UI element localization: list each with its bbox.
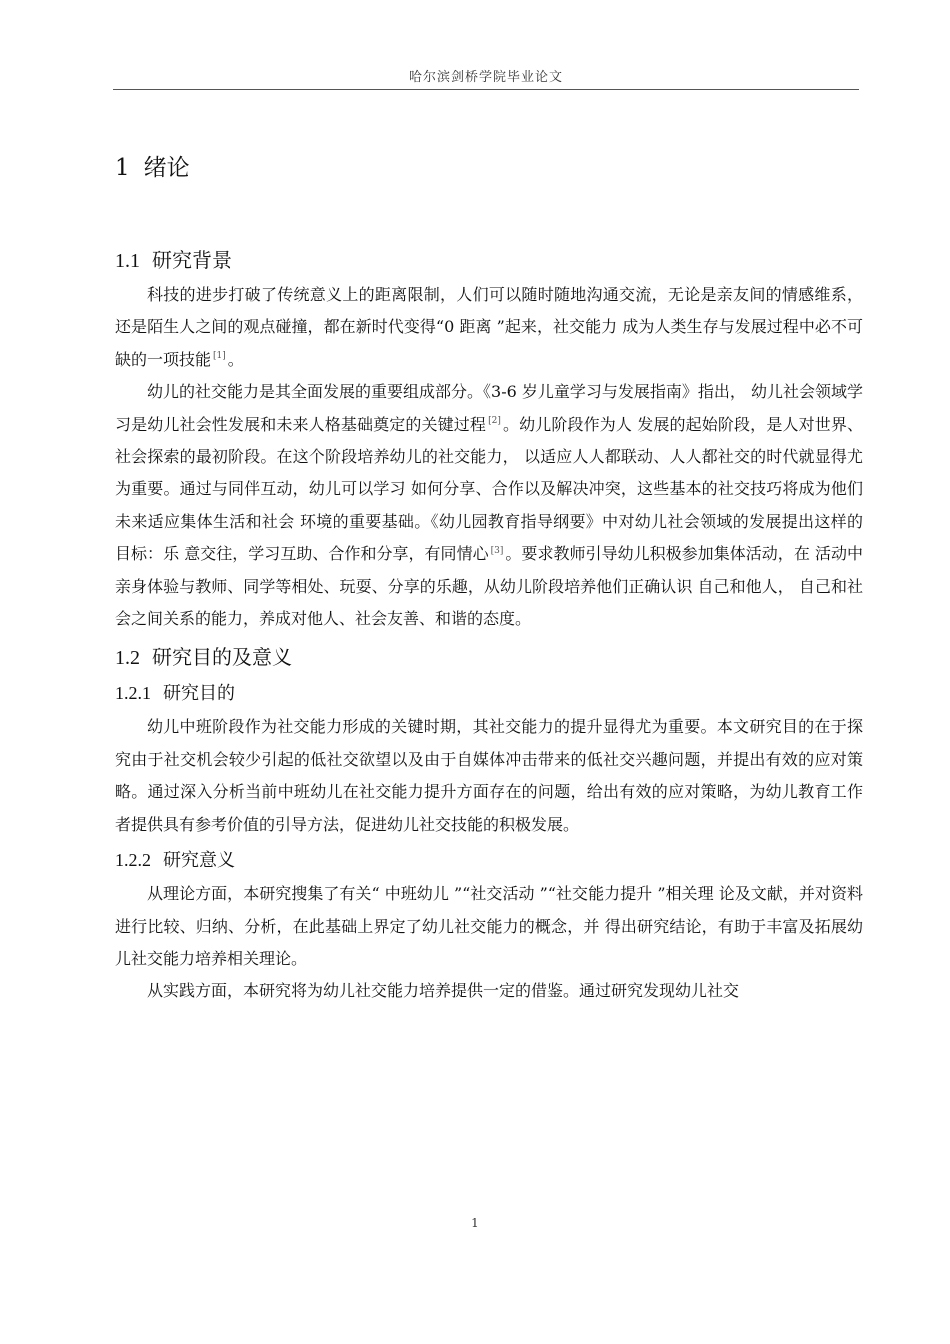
paragraph-significance-practice: 从实践方面，本研究将为幼儿社交能力培养提供一定的借鉴。通过研究发现幼儿社交 (147, 981, 740, 1001)
section-number: 1.1 (115, 250, 140, 272)
section-title: 研究背景 (152, 248, 232, 272)
chapter-number: 1 (115, 155, 130, 181)
page-number: 1 (471, 1216, 479, 1230)
chapter-title: 绪论 (143, 155, 190, 181)
text-run: 幼儿的社交能力是其全面发展的重要组成部分。《3-6 岁儿童学习与发展指南》指出， 幼儿社会领域学习是幼儿社会性发展和未来人格基础奠定的关键过程 (115, 382, 863, 434)
section-heading-1-1 (115, 242, 863, 279)
text-run: 。幼儿阶段作为人 发展的起始阶段，是人对世界、社会探索的最初阶段。在这个阶段培养幼儿的社交能力， 以适应人人都联动、人人都社交的时代就显得尤为重要。通过与同伴互动，幼儿可以学习 如何分享、合作以及解决冲突，这些基本的社交技巧将成为他们未来适应集体生活和社会 环境的重要基础。《幼儿园教育指导纲要》中对幼儿社会领域的发展提出这样的目标：乐 意交往，学习互助、合作和分享，有同情心 (115, 414, 863, 564)
paragraph-purpose: 幼儿中班阶段作为社交能力形成的关键时期，其社交能力的提升显得尤为重要。本文研究目的在于探究由于社交机会较少引起的低社交欲望以及由于自媒体冲击带来的低社交兴趣问题，并提出有效的应对策略。通过深入分析当前中班幼儿在社交能力提升方面存在的问题，给出有效的应对策略，为幼儿教育工作者提供具有参考价值的引导方法，促进幼儿社交技能的积极发展。 (115, 717, 863, 834)
citation-3: [3] (490, 545, 504, 556)
spacer (115, 190, 863, 242)
header-rule (113, 89, 859, 90)
section-heading-1-2 (115, 639, 863, 676)
subsection-title: 研究意义 (163, 850, 235, 872)
subsection-heading-1-2-1 (115, 676, 863, 711)
chapter-heading (115, 146, 863, 190)
section-title: 研究目的及意义 (152, 645, 292, 670)
section-number: 1.2 (115, 647, 140, 670)
text-run: 。 (227, 349, 244, 369)
paragraph-background-2 (115, 376, 863, 635)
text-run: 。要求教师引导幼儿积极参加集体活动，在 活动中亲身体验与教师、同学等相处、玩耍、分享的乐趣，从幼儿阶段培养他们正确认识 自己和他人， 自己和社会之间关系的能力，养成对他人、社会友善、和谐的态度。 (115, 544, 863, 629)
citation-2: [2] (488, 416, 501, 427)
citation-1: [1] (213, 351, 226, 362)
page-content (115, 146, 863, 1008)
paragraph-background-1 (115, 279, 863, 376)
subsection-title: 研究目的 (163, 683, 235, 705)
subsection-heading-1-2-2 (115, 843, 863, 878)
running-header: 哈尔滨剑桥学院毕业论文 (408, 70, 563, 85)
subsection-number: 1.2.1 (115, 683, 151, 704)
subsection-number: 1.2.2 (115, 850, 151, 871)
text-run: 科技的进步打破了传统意义上的距离限制，人们可以随时随地沟通交流，无论是亲友间的情感维系，还是陌生人之间的观点碰撞，都在新时代变得“0 距离 ”起来，社交能力 成为人类生存与发展过程中必不可缺的一项技能 (115, 285, 863, 369)
paragraph-significance-theory: 从理论方面，本研究搜集了有关“ 中班幼儿 ”“社交活动 ”“社交能力提升 ”相关理 论及文献，并对资料进行比较、归纳、分析，在此基础上界定了幼儿社交能力的概念，并 得出研究结论，有助于丰富及拓展幼儿社交能力培养相关理论。 (115, 884, 863, 968)
